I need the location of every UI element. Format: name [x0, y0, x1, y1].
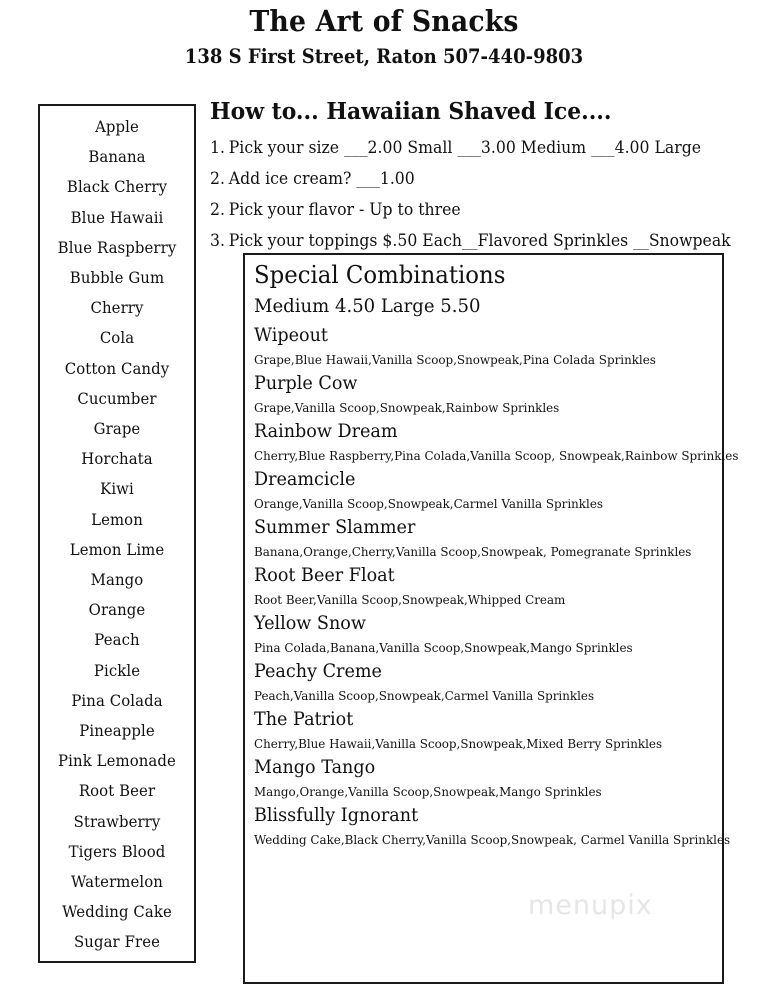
- flavor-item: Pickle: [93, 660, 141, 680]
- flavor-item: Blue Hawaii: [70, 207, 164, 227]
- flavor-item: Kiwi: [100, 479, 134, 499]
- combination-item: [254, 611, 722, 658]
- combination-name: The Patriot: [254, 709, 354, 730]
- combination-ingredients: Grape,Blue Hawaii,Vanilla Scoop,Snowpeak,Pina Colada Sprinkles: [254, 352, 656, 367]
- combination-item: [254, 659, 722, 706]
- restaurant-name: The Art of Snacks: [249, 4, 519, 38]
- combination-item: [254, 755, 722, 802]
- flavor-item: Black Cherry: [66, 177, 168, 197]
- how-to-step-number: 2.: [210, 169, 225, 188]
- combination-name: Root Beer Float: [254, 565, 395, 586]
- flavor-item: Horchata: [81, 449, 153, 469]
- flavor-item: Cotton Candy: [64, 358, 170, 378]
- flavor-item: Apple: [95, 117, 139, 136]
- flavor-item: Peach: [94, 630, 140, 650]
- flavor-item: Pineapple: [79, 721, 155, 741]
- how-to-step-number: 3.: [210, 231, 225, 250]
- how-to-step: [210, 225, 734, 256]
- combination-item: [254, 419, 739, 466]
- combination-ingredients: Root Beer,Vanilla Scoop,Snowpeak,Whipped Cream: [254, 592, 566, 607]
- how-to-step: [210, 194, 734, 225]
- menupix-watermark: menupix: [528, 890, 653, 921]
- flavor-item: Pink Lemonade: [58, 751, 176, 771]
- combination-item: [254, 323, 722, 370]
- combination-name: Yellow Snow: [254, 613, 366, 634]
- flavor-item: Root Beer: [78, 781, 156, 801]
- combination-name: Summer Slammer: [254, 517, 416, 538]
- how-to-section: [210, 98, 762, 256]
- flavor-item: Watermelon: [71, 872, 163, 892]
- flavor-item: Orange: [88, 600, 146, 620]
- flavor-item: Cherry: [90, 298, 144, 318]
- how-to-step-text: Pick your toppings $.50 Each__Flavored Sprinkles __Snowpeak: [228, 231, 731, 250]
- how-to-steps: [210, 132, 762, 256]
- flavor-list: [40, 106, 194, 958]
- combination-name: Blissfully Ignorant: [254, 805, 419, 826]
- flavor-item: Grape: [93, 419, 141, 439]
- how-to-step-number: 2.: [210, 200, 225, 219]
- flavor-item: Wedding Cake: [62, 902, 172, 922]
- special-combinations-pricing: Medium 4.50 Large 5.50: [254, 295, 481, 317]
- how-to-step-text: Pick your size ___2.00 Small ___3.00 Medium ___4.00 Large: [228, 138, 702, 157]
- special-combinations-title: Special Combinations: [254, 261, 506, 289]
- flavor-item: Blue Raspberry: [57, 237, 177, 257]
- flavor-item: Banana: [88, 147, 146, 167]
- combination-list: [254, 323, 739, 850]
- combination-name: Purple Cow: [254, 373, 358, 394]
- flavor-item: Strawberry: [73, 811, 161, 831]
- special-combinations-box: [243, 253, 739, 984]
- combination-name: Wipeout: [254, 325, 328, 346]
- flavor-item: Lemon Lime: [69, 539, 165, 559]
- menu-header: [0, 4, 768, 68]
- flavor-item: Pina Colada: [71, 690, 163, 710]
- flavor-item: Tigers Blood: [68, 841, 166, 861]
- combination-ingredients: Pina Colada,Banana,Vanilla Scoop,Snowpeak,Mango Sprinkles: [254, 640, 633, 655]
- combination-item: [254, 803, 731, 850]
- restaurant-address: 138 S First Street, Raton 507-440-9803: [184, 44, 584, 68]
- combination-ingredients: Peach,Vanilla Scoop,Snowpeak,Carmel Vanilla Sprinkles: [254, 688, 595, 703]
- combination-ingredients: Cherry,Blue Raspberry,Pina Colada,Vanilla Scoop, Snowpeak,Rainbow Sprinkles: [254, 448, 739, 463]
- how-to-step-text: Pick your flavor - Up to three: [228, 200, 461, 219]
- combination-item: [254, 707, 722, 754]
- combination-ingredients: Cherry,Blue Hawaii,Vanilla Scoop,Snowpeak,Mixed Berry Sprinkles: [254, 736, 663, 751]
- flavor-item: Cola: [99, 328, 135, 348]
- flavor-item: Mango: [90, 570, 144, 590]
- combination-name: Peachy Creme: [254, 661, 382, 682]
- how-to-step: [210, 163, 734, 194]
- flavor-item: Cucumber: [77, 388, 157, 408]
- combination-item: [254, 371, 722, 418]
- how-to-step: [210, 132, 734, 163]
- flavor-item: Bubble Gum: [69, 268, 165, 288]
- flavor-list-box: [38, 104, 196, 963]
- how-to-step-number: 1.: [210, 138, 225, 157]
- flavor-item: Sugar Free: [74, 932, 160, 952]
- flavor-item: Lemon: [91, 509, 143, 529]
- combination-ingredients: Wedding Cake,Black Cherry,Vanilla Scoop,Snowpeak, Carmel Vanilla Sprinkles: [254, 832, 731, 847]
- how-to-step-text: Add ice cream? ___1.00: [228, 169, 415, 188]
- combination-name: Dreamcicle: [254, 469, 356, 490]
- combination-name: Mango Tango: [254, 757, 376, 778]
- combination-name: Rainbow Dream: [254, 421, 398, 442]
- how-to-title: How to... Hawaiian Shaved Ice....: [210, 98, 612, 125]
- combination-ingredients: Banana,Orange,Cherry,Vanilla Scoop,Snowpeak, Pomegranate Sprinkles: [254, 544, 692, 559]
- combination-item: [254, 515, 722, 562]
- combination-ingredients: Mango,Orange,Vanilla Scoop,Snowpeak,Mango Sprinkles: [254, 784, 602, 799]
- combination-ingredients: Orange,Vanilla Scoop,Snowpeak,Carmel Vanilla Sprinkles: [254, 496, 603, 511]
- combination-item: [254, 563, 722, 610]
- combination-ingredients: Grape,Vanilla Scoop,Snowpeak,Rainbow Sprinkles: [254, 400, 560, 415]
- combination-item: [254, 467, 722, 514]
